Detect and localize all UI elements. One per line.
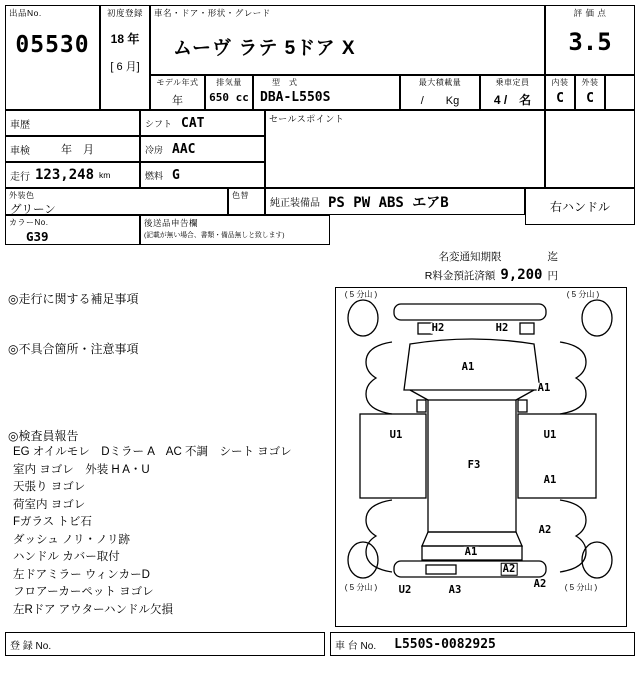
defects-notes-title: ◎不具合箇所・注意事項 — [8, 342, 139, 356]
score-value: 3.5 — [568, 28, 612, 56]
steering-value: 右ハンドル — [549, 200, 610, 214]
registration-no-cell — [5, 632, 325, 656]
equipment-cell — [265, 188, 525, 215]
chassis-no-cell — [330, 632, 635, 656]
fuel-value: G — [172, 167, 180, 183]
grade-spare-cell — [605, 75, 635, 110]
inspector-report-line: 天張り ヨゴレ — [13, 481, 86, 493]
damage-mark-right-door: U1 — [543, 428, 557, 441]
repaint-cell — [228, 188, 265, 215]
equipment-label: 純正装備品 — [270, 198, 320, 209]
later-goods-cell — [140, 215, 330, 245]
damage-mark-rear-lower-right: A2 — [533, 577, 547, 590]
lot-number-label: 出品No. — [9, 8, 42, 18]
ac-label: 冷房 — [145, 144, 164, 155]
later-goods-label: 後送品申告欄 — [144, 218, 199, 228]
recycle-fee-unit: 円 — [547, 270, 558, 282]
capacity-value: 4 / 名 — [493, 93, 532, 107]
first-registration-cell — [100, 5, 150, 110]
inspector-report-title: ◎検査員報告 — [8, 429, 79, 443]
capacity-label: 乗車定員 — [495, 78, 530, 87]
exterior-grade-cell — [575, 75, 605, 110]
car-name-cell — [150, 5, 545, 75]
exterior-color-label: 外装色 — [9, 191, 35, 200]
score-cell — [545, 5, 635, 75]
inspector-report-line: フロアーカーペット ヨゴレ — [13, 586, 154, 598]
car-name-label: 車名・ドア・形状・グレード — [154, 8, 271, 18]
exterior-color-value: グリーン — [10, 204, 56, 216]
color-no-label: カラーNo. — [9, 218, 49, 227]
registration-no-label: 登 録 No. — [10, 640, 52, 652]
lot-number-cell — [5, 5, 100, 110]
model-year-cell — [150, 75, 205, 110]
car-name-value: ムーヴ ラテ 5ドア X — [173, 38, 356, 59]
inspector-report-line: EG オイルモレ Dミラー A AC 不調 シート ヨゴレ — [13, 446, 292, 458]
name-change-label: 名変通知期限 — [438, 251, 502, 263]
model-code-label: 型 式 — [272, 78, 298, 87]
shift-cell — [140, 110, 265, 136]
exterior-grade-value: C — [586, 91, 594, 106]
interior-grade-label: 内装 — [551, 78, 569, 87]
notice-block — [340, 249, 558, 283]
model-code-cell — [253, 75, 400, 110]
history-cell — [5, 110, 140, 136]
interior-grade-cell — [545, 75, 575, 110]
mileage-unit: km — [99, 170, 111, 180]
fuel-cell — [140, 162, 265, 188]
damage-mark-rear-lower-left: U2 — [398, 583, 412, 596]
mileage-cell — [5, 162, 140, 188]
damage-mark-rear-lower-center: A3 — [448, 583, 462, 596]
mileage-label: 走行 — [10, 171, 30, 183]
capacity-cell — [480, 75, 545, 110]
recycle-fee-row — [340, 267, 558, 283]
displacement-cell — [205, 75, 253, 110]
inspector-report-line: 室内 ヨゴレ 外装 H A・U — [13, 463, 150, 476]
color-no-value: G39 — [26, 229, 49, 244]
inspector-report-line: ハンドル カバー取付 — [13, 551, 120, 563]
fuel-label: 燃料 — [145, 170, 164, 181]
color-no-cell — [5, 215, 140, 245]
max-load-value: / Kg — [420, 95, 460, 107]
tire-tread-rear-left: ( 5 分山 ) — [344, 583, 378, 592]
damage-mark-hood: A1 — [461, 360, 475, 373]
recycle-fee-value: 9,200 — [500, 267, 543, 283]
inspector-report-line: 荷室内 ヨゴレ — [13, 498, 86, 511]
first-registration-year: 18 年 — [110, 32, 140, 46]
model-year-label: モデル年式 — [156, 78, 199, 87]
name-change-suffix: 迄 — [547, 251, 558, 263]
mileage-notes-title: ◎走行に関する補足事項 — [8, 292, 139, 306]
displacement-label: 排気量 — [216, 78, 242, 87]
interior-grade-value: C — [556, 91, 564, 106]
name-change-row — [340, 249, 558, 264]
inspection-value: 年 月 — [61, 144, 94, 156]
right-blank-cell — [545, 110, 635, 188]
inspector-report-line: 左Rドア アウターハンドル欠損 — [13, 603, 173, 616]
tire-tread-rear-right: ( 5 分山 ) — [564, 583, 598, 592]
damage-mark-right-rear-fender: A2 — [538, 523, 552, 536]
history-label: 車歴 — [10, 119, 30, 131]
chassis-no-value: L550S-0082925 — [394, 636, 496, 652]
tire-tread-front-right: ( 5 分山 ) — [566, 290, 600, 299]
damage-mark-headlight-left: H2 — [431, 321, 445, 334]
shift-value: CAT — [181, 115, 205, 131]
lot-number-value: 05530 — [15, 32, 90, 58]
car-damage-diagram — [335, 287, 627, 627]
score-label: 評 価 点 — [573, 8, 607, 18]
damage-mark-rear-panel: A1 — [464, 545, 478, 558]
mileage-value: 123,248 — [35, 167, 95, 183]
damage-mark-front-right-fender: A1 — [537, 381, 551, 394]
model-year-value: 年 — [172, 95, 183, 107]
shift-label: シフト — [145, 118, 173, 129]
first-registration-month: [ 6 月] — [110, 61, 140, 73]
damage-mark-right-rear-door: A1 — [543, 473, 557, 486]
inspector-report-list — [13, 444, 292, 619]
ac-value: AAC — [172, 141, 196, 157]
sales-point-cell — [265, 110, 545, 188]
chassis-no-label: 車 台 No. — [335, 640, 377, 652]
inspector-report-line: ダッシュ ノリ・ノリ跡 — [13, 533, 131, 546]
model-code-value: DBA-L550S — [260, 90, 331, 105]
equipment-value: PS PW ABS エアB — [328, 194, 449, 211]
ac-cell — [140, 136, 265, 162]
car-outline-drawing — [336, 288, 625, 625]
steering-cell — [525, 188, 635, 225]
repaint-label: 色替 — [232, 191, 249, 200]
later-goods-note: (記載が無い場合、書類・備品無しと致します) — [144, 232, 285, 239]
exterior-color-cell — [5, 188, 228, 215]
recycle-fee-label: R料金預託済額 — [424, 270, 496, 282]
max-load-cell — [400, 75, 480, 110]
inspection-label: 車検 — [10, 145, 30, 157]
damage-mark-left-door: U1 — [389, 428, 403, 441]
sales-point-label: セールスポイント — [269, 114, 345, 124]
damage-mark-roof: F3 — [467, 458, 481, 471]
tire-tread-front-left: ( 5 分山 ) — [344, 290, 378, 299]
inspection-cell — [5, 136, 140, 162]
max-load-label: 最大積載量 — [418, 78, 462, 87]
damage-mark-rear-bumper: A2 — [502, 562, 516, 575]
inspector-report-line: Fガラス トビ石 — [13, 516, 92, 528]
first-registration-label: 初度登録 — [106, 8, 143, 18]
damage-mark-headlight-right: H2 — [495, 321, 509, 334]
exterior-grade-label: 外装 — [581, 78, 599, 87]
displacement-value: 650 cc — [209, 91, 249, 104]
inspector-report-line: 左ドアミラー ウィンカーD — [13, 568, 150, 581]
